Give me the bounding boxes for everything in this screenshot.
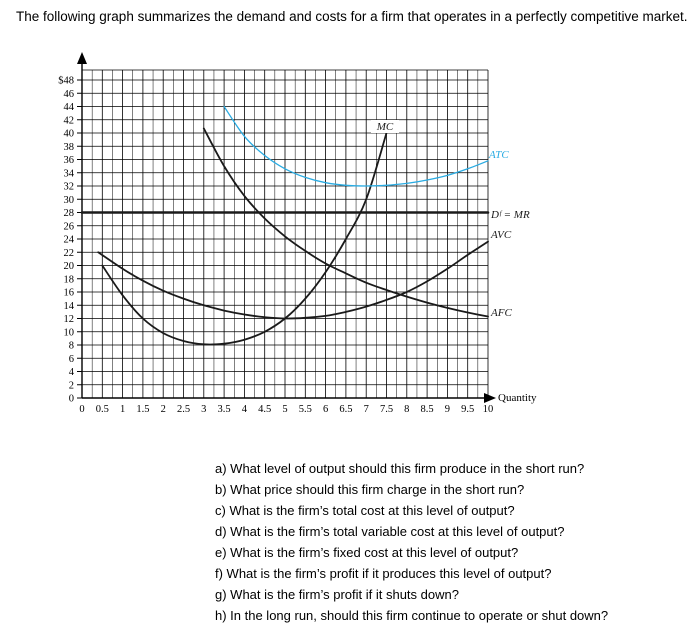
y-tick-label: $48 — [58, 75, 74, 87]
question-item: a) What level of output should this firm produce in the short run? — [215, 461, 585, 476]
y-tick-label: 14 — [63, 300, 74, 312]
y-tick-label: 2 — [68, 380, 74, 392]
y-tick-label: 10 — [63, 327, 74, 339]
y-tick-label: 30 — [63, 194, 74, 206]
y-tick-label: 16 — [63, 287, 74, 299]
question-list — [215, 458, 608, 626]
x-tick-label: 7.5 — [379, 404, 394, 415]
x-tick-label: 9.5 — [461, 404, 475, 415]
y-tick-label: 6 — [68, 353, 74, 365]
x-tick-label: 2 — [160, 404, 166, 415]
y-tick-label: 44 — [63, 102, 74, 113]
chart-axes — [77, 52, 496, 403]
chart-grid — [82, 70, 488, 398]
x-axis-arrow — [484, 393, 496, 403]
question-item: h) In the long run, should this firm continue to operate or shut down? — [215, 608, 609, 623]
problem-intro: The following graph summarizes the demand and costs for a firm that operates in a perfectly competitive market. — [16, 9, 688, 24]
x-tick-label: 9 — [444, 404, 451, 415]
y-tick-label: 12 — [63, 314, 74, 325]
x-tick-label: 3.5 — [217, 404, 231, 415]
x-axis-label: Quantity — [498, 392, 537, 404]
x-tick-label: 0.5 — [95, 404, 109, 415]
x-tick-label: 3 — [201, 404, 207, 415]
x-tick-label: 2.5 — [176, 404, 191, 415]
x-tick-label: 10 — [482, 404, 494, 415]
y-tick-label: 38 — [63, 141, 74, 153]
x-tick-label: 1 — [119, 404, 126, 415]
y-tick-label: 8 — [68, 340, 74, 352]
y-axis-arrow — [77, 52, 87, 64]
x-tick-label: 7 — [363, 404, 369, 415]
x-tick-label: 8 — [404, 404, 410, 415]
y-tick-label: 26 — [63, 221, 74, 233]
x-tick-label: 6.5 — [339, 404, 353, 415]
x-tick-label: 4 — [241, 404, 248, 415]
series-line-avc — [98, 242, 488, 319]
series-label-atc: ATC — [489, 149, 509, 161]
question-item: c) What is the firm’s total cost at this level of output? — [215, 503, 515, 518]
x-tick-label: 0 — [79, 404, 85, 415]
x-tick-label: 1.5 — [136, 404, 150, 415]
x-tick-label: 5 — [282, 404, 288, 415]
x-tick-label: 5.5 — [298, 404, 312, 415]
y-tick-label: 34 — [63, 168, 74, 180]
series-labels — [371, 120, 530, 319]
x-tick-label: 8.5 — [420, 404, 434, 415]
question-item: d) What is the firm’s total variable cost at this level of output? — [215, 524, 565, 539]
y-tick-label: 36 — [63, 155, 74, 166]
y-tick-label: 42 — [63, 115, 74, 127]
x-tick-label: 6 — [322, 404, 329, 415]
question-item: f) What is the firm’s profit if it produces this level of output? — [215, 566, 552, 581]
series-label-dmr: Dᶠ = MR — [491, 209, 530, 221]
x-tick-label: 4.5 — [258, 404, 272, 415]
question-item: g) What is the firm’s profit if it shuts down? — [215, 587, 459, 602]
series-label-mc: MC — [376, 121, 394, 133]
y-tick-label: 18 — [63, 274, 74, 286]
y-tick-label: 24 — [63, 234, 74, 246]
y-tick-label: 0 — [68, 393, 74, 405]
y-tick-label: 28 — [63, 208, 74, 219]
series-label-afc: AFC — [491, 307, 512, 319]
y-tick-label: 40 — [63, 128, 74, 140]
y-tick-label: 4 — [68, 367, 74, 378]
series-label-avc: AVC — [491, 229, 512, 241]
question-item: b) What price should this firm charge in the short run? — [215, 482, 525, 497]
y-tick-label: 46 — [63, 88, 74, 100]
question-item: e) What is the firm’s fixed cost at this level of output? — [215, 545, 519, 560]
y-tick-label: 32 — [63, 181, 74, 193]
y-tick-label: 20 — [63, 261, 74, 272]
y-tick-label: 22 — [63, 247, 74, 259]
